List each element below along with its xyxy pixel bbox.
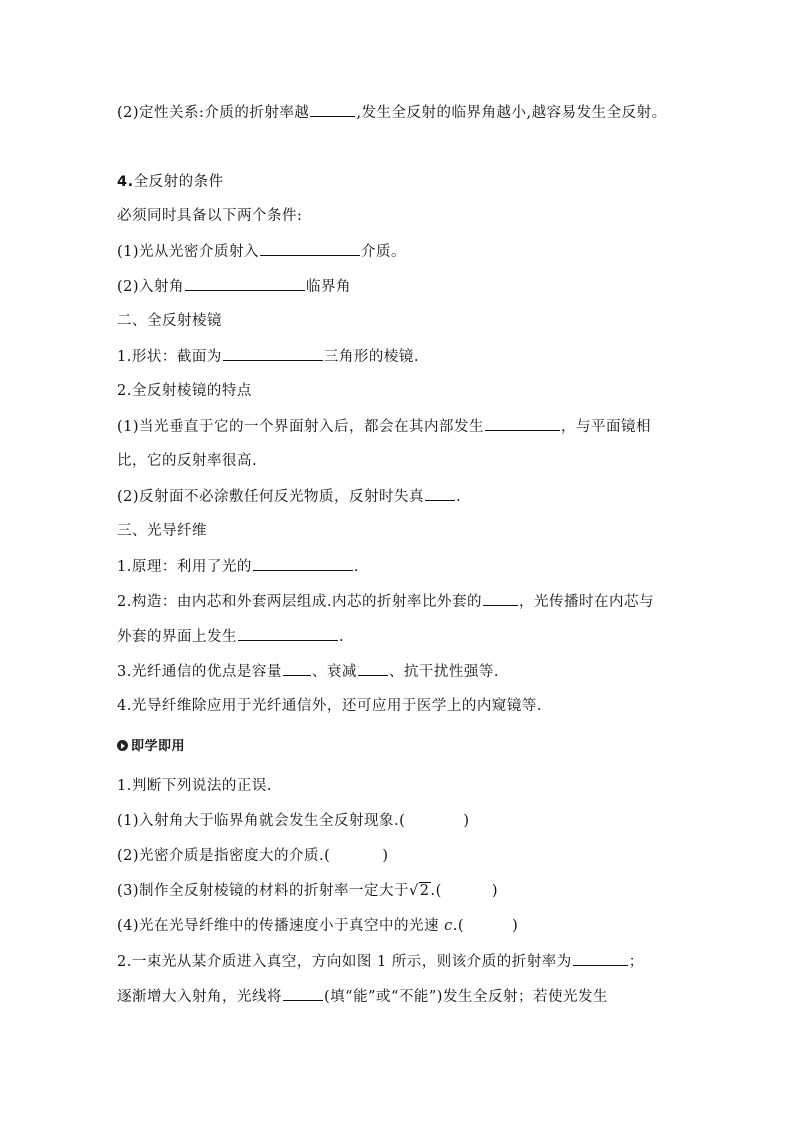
text: 介质。 bbox=[361, 244, 407, 260]
text: 临界角 bbox=[306, 279, 352, 295]
text: (4)光在光导纤维中的传播速度小于真空中的光速 bbox=[117, 918, 440, 934]
text: 3.光纤通信的优点是容量 bbox=[117, 664, 282, 680]
symbol-c: c bbox=[444, 918, 453, 934]
heading-number: 4. bbox=[117, 174, 134, 190]
text: . bbox=[339, 629, 345, 645]
heading-text: 全反射的条件 bbox=[133, 174, 224, 190]
fill-blank[interactable] bbox=[283, 986, 323, 1001]
text: ) bbox=[463, 813, 470, 829]
text: (填“能”或“不能”)发生全反射；若使光发生 bbox=[324, 989, 608, 1005]
fill-blank[interactable] bbox=[185, 276, 305, 291]
fill-blank[interactable] bbox=[310, 102, 355, 117]
question-2-cont bbox=[117, 986, 608, 1007]
text: (2)光密介质是指密度大的介质.( bbox=[117, 848, 331, 864]
sqrt-expression bbox=[409, 881, 430, 901]
text: ) bbox=[491, 883, 498, 899]
fill-blank[interactable] bbox=[573, 951, 628, 966]
text: 逐渐增大入射角，光线将 bbox=[117, 989, 282, 1005]
text: 2.一束光从某介质进入真空，方向如图 1 所示，则该介质的折射率为 bbox=[117, 954, 572, 970]
fill-blank[interactable] bbox=[260, 241, 360, 256]
text: (3)制作全反射棱镜的材料的折射率一定大于 bbox=[117, 883, 410, 899]
text: 1.原理：利用了光的 bbox=[117, 559, 252, 575]
text: .( bbox=[430, 883, 442, 899]
text: (2)定性关系:介质的折射率越 bbox=[117, 105, 310, 121]
line-qualitative-relation bbox=[117, 102, 667, 123]
text: 外套的界面上发生 bbox=[117, 629, 237, 645]
text: ； bbox=[628, 954, 644, 970]
text: (1)光从光密介质射入 bbox=[117, 244, 260, 260]
section-title: 即学即用 bbox=[131, 739, 186, 754]
heading-optical-fiber bbox=[117, 521, 207, 541]
text: 比，它的反射率很高. bbox=[117, 453, 258, 469]
fill-blank[interactable] bbox=[485, 416, 560, 431]
line-prism-feature-2 bbox=[117, 486, 461, 507]
text: 1.判断下列说法的正误. bbox=[117, 778, 272, 794]
text: 、抗干扰性强等. bbox=[388, 664, 499, 680]
text: 2.构造：由内芯和外套两层组成.内芯的折射率比外套的 bbox=[117, 594, 482, 610]
line-prism-features bbox=[117, 381, 252, 401]
radicand: 2 bbox=[419, 883, 430, 899]
line-condition-2 bbox=[117, 276, 351, 297]
question-1-3 bbox=[117, 881, 498, 901]
text: ) bbox=[382, 848, 389, 864]
play-circle-icon bbox=[117, 740, 128, 751]
line-condition-1 bbox=[117, 241, 406, 262]
text: 二、全反射棱镜 bbox=[117, 313, 222, 329]
question-2 bbox=[117, 951, 644, 972]
line-prism-shape bbox=[117, 346, 419, 367]
heading-prism bbox=[117, 311, 222, 331]
text: (1)入射角大于临界角就会发生全反射现象.( bbox=[117, 813, 406, 829]
text: 必须同时具备以下两个条件: bbox=[117, 208, 303, 224]
text: ，光传播时在内芯与 bbox=[518, 594, 654, 610]
question-1-4 bbox=[117, 916, 518, 936]
question-1-1 bbox=[117, 811, 469, 831]
text: ,发生全反射的临界角越小,越容易发生全反射。 bbox=[356, 105, 667, 121]
text: 、衰减 bbox=[311, 664, 357, 680]
text: 2.全反射棱镜的特点 bbox=[117, 383, 252, 399]
fill-blank[interactable] bbox=[425, 486, 455, 501]
line-fiber-applications bbox=[117, 696, 542, 716]
text: (2)入射角 bbox=[117, 279, 185, 295]
fill-blank[interactable] bbox=[253, 556, 353, 571]
heading-total-reflection-conditions bbox=[117, 172, 224, 192]
question-1-2 bbox=[117, 846, 388, 866]
text: (2)反射面不必涂敷任何反光物质，反射时失真 bbox=[117, 489, 425, 505]
line-conditions-intro bbox=[117, 206, 302, 226]
radical-sign: √ bbox=[409, 883, 419, 899]
text: 三角形的棱镜. bbox=[323, 349, 419, 365]
text: (1)当光垂直于它的一个界面射入后，都会在其内部发生 bbox=[117, 419, 485, 435]
text: ) bbox=[512, 918, 519, 934]
text: 1.形状：截面为 bbox=[117, 349, 222, 365]
line-fiber-structure bbox=[117, 591, 654, 612]
text: . bbox=[353, 559, 359, 575]
line-fiber-advantages bbox=[117, 661, 499, 682]
fill-blank[interactable] bbox=[283, 661, 311, 676]
text: . bbox=[456, 489, 462, 505]
fill-blank[interactable] bbox=[223, 346, 323, 361]
line-fiber-structure-cont bbox=[117, 626, 344, 647]
fill-blank[interactable] bbox=[483, 591, 518, 606]
question-1 bbox=[117, 776, 272, 796]
line-prism-feature-1 bbox=[117, 416, 651, 437]
line-fiber-principle bbox=[117, 556, 359, 577]
fill-blank[interactable] bbox=[358, 661, 388, 676]
text: 三、光导纤维 bbox=[117, 523, 207, 539]
text: .( bbox=[452, 918, 465, 934]
line-prism-feature-1-cont bbox=[117, 451, 257, 471]
text: 4.光导纤维除应用于光纤通信外，还可应用于医学上的内窥镜等. bbox=[117, 698, 542, 714]
text: ，与平面镜相 bbox=[561, 419, 652, 435]
section-header-practice bbox=[117, 736, 185, 757]
fill-blank[interactable] bbox=[238, 626, 338, 641]
